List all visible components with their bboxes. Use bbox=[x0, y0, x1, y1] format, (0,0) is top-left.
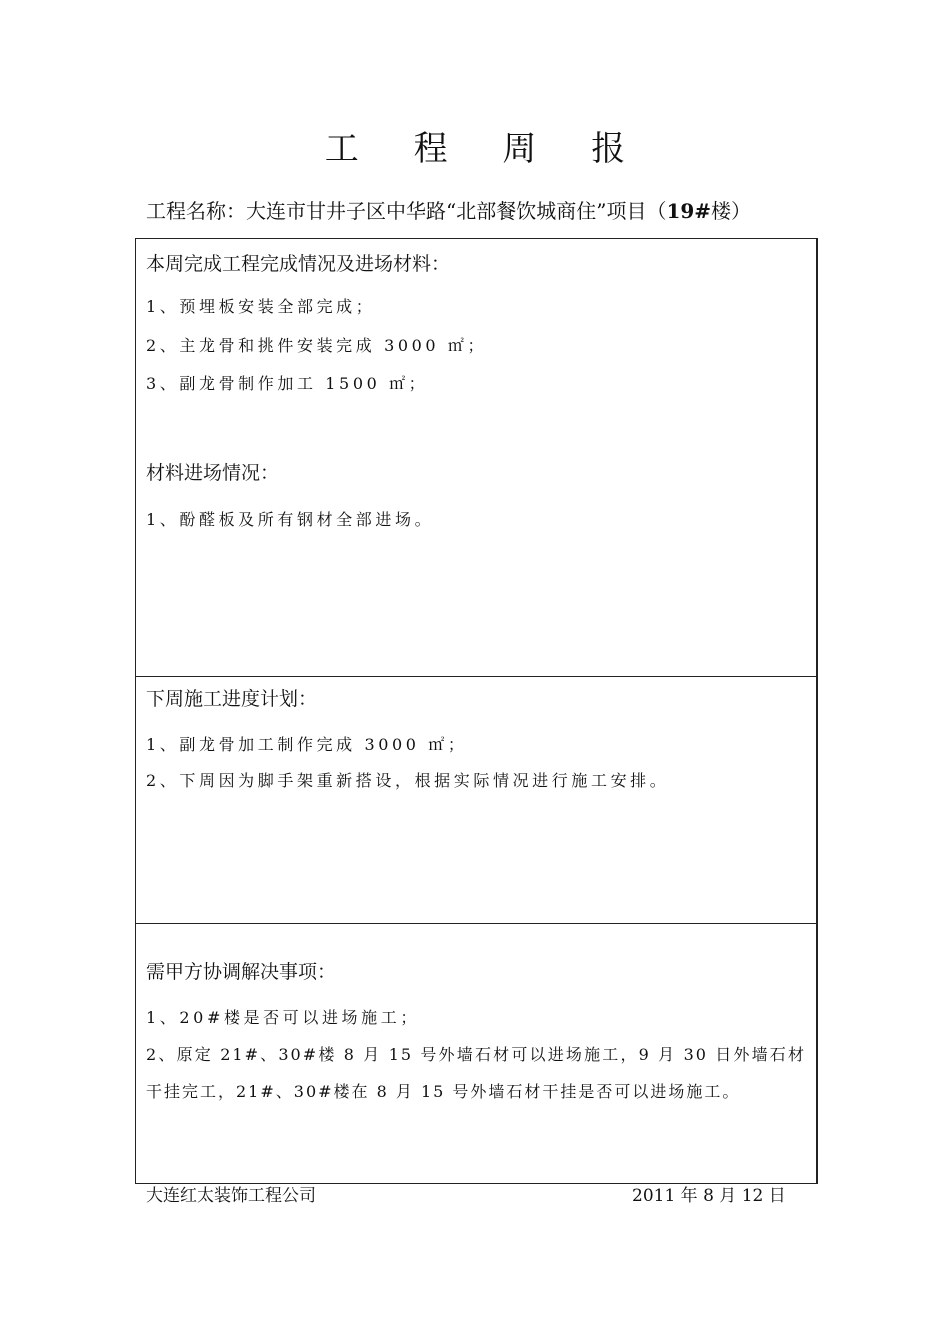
materials-item: 1、酚醛板及所有钢材全部进场。 bbox=[146, 510, 435, 529]
next-week-heading: 下周施工进度计划： bbox=[146, 688, 318, 710]
report-table bbox=[135, 238, 818, 1184]
project-name-suffix: 楼） bbox=[711, 199, 752, 223]
completed-item: 2、主龙骨和挑件安装完成 3000 ㎡； bbox=[146, 336, 488, 355]
coordination-item: 1、20#楼是否可以进场施工； bbox=[146, 1008, 420, 1027]
materials-heading: 材料进场情况： bbox=[146, 462, 280, 484]
company-name: 大连红太装饰工程公司 bbox=[146, 1186, 316, 1206]
project-name-label: 工程名称：大连市甘井子区中华路“北部餐饮城商住”项目（ bbox=[146, 199, 667, 223]
coordination-heading: 需甲方协调解决事项： bbox=[146, 961, 337, 983]
completed-item: 1、预埋板安装全部完成； bbox=[146, 297, 376, 316]
completed-item: 3、副龙骨制作加工 1500 ㎡； bbox=[146, 374, 429, 393]
coordination-section bbox=[136, 923, 816, 1183]
next-week-item: 1、副龙骨加工制作完成 3000 ㎡； bbox=[146, 735, 468, 754]
completed-work-section bbox=[136, 239, 816, 676]
next-week-plan-section bbox=[136, 676, 816, 923]
project-name-line bbox=[146, 196, 751, 226]
coordination-item: 2、原定 21#、30#楼 8 月 15 号外墙石材可以进场施工，9 月 30 日外墙石材干挂完工，21#、30#楼在 8 月 15 号外墙石材干挂是否可以进场施工。 bbox=[146, 1045, 806, 1101]
next-week-item: 2、下周因为脚手架重新搭设，根据实际情况进行施工安排。 bbox=[146, 771, 670, 790]
report-date: 2011 年 8 月 12 日 bbox=[632, 1186, 786, 1206]
report-title: 工 程 周 报 bbox=[324, 129, 648, 169]
completed-work-heading: 本周完成工程完成情况及进场材料： bbox=[146, 253, 451, 275]
building-number: 19# bbox=[666, 199, 712, 223]
